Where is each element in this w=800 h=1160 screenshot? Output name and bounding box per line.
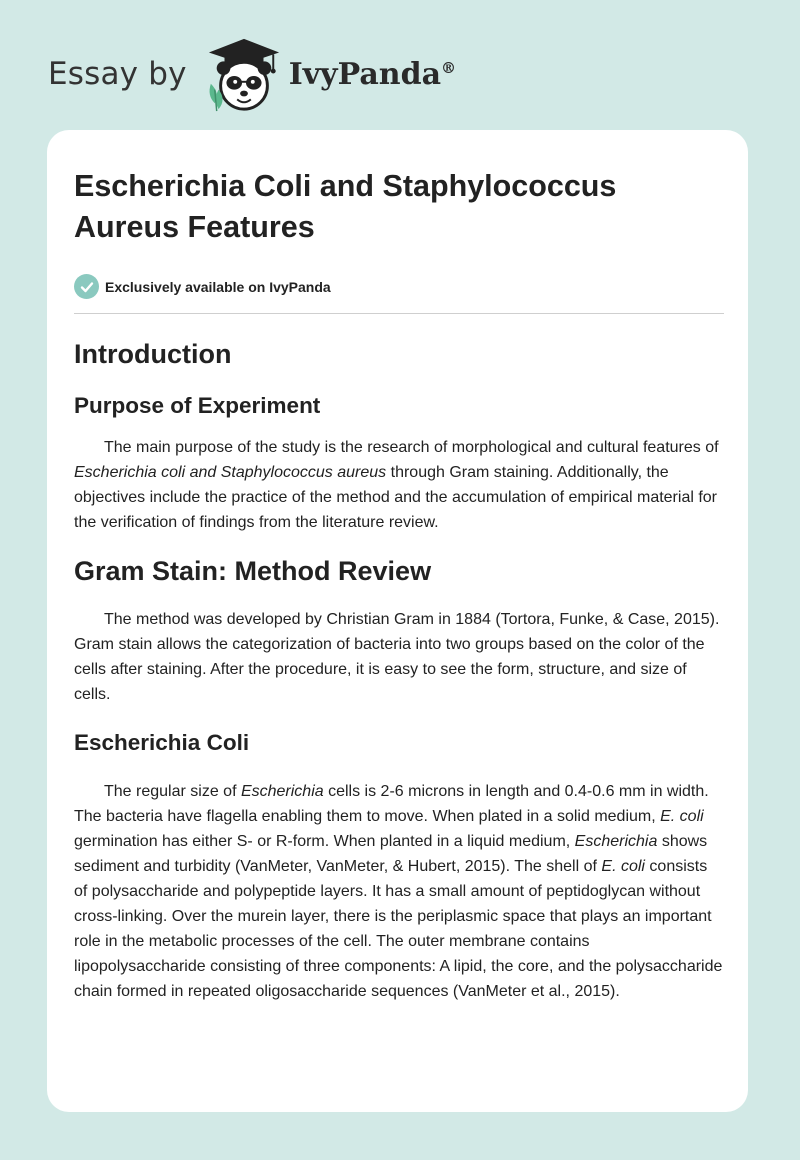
heading-gram-stain: Gram Stain: Method Review (74, 556, 432, 586)
heading-purpose: Purpose of Experiment (74, 393, 321, 418)
heading-introduction: Introduction (74, 339, 232, 369)
article-card (47, 130, 748, 1112)
heading-escherichia-coli: Escherichia Coli (74, 730, 250, 755)
article-title: Escherichia Coli and Staphylococcus Aureus Features (74, 169, 617, 244)
panda-logo-icon[interactable] (205, 35, 283, 113)
brand-header (48, 34, 508, 114)
divider (74, 313, 724, 314)
exclusive-badge (74, 274, 724, 299)
brand-name[interactable]: IvyPanda® (288, 56, 457, 92)
exclusive-label: Exclusively available on IvyPanda (105, 278, 331, 295)
paragraph-escherichia-coli: The regular size of Escherichia cells is 2-6 microns in length and 0.4-0.6 mm in width. The bacteria have flagella enabling them to move. When plated in a solid medium, E. coli germination has either S- or R-form. When planted in a liquid medium, Escherichia shows sediment and turbidity (VanMeter, VanMeter, & Hubert, 2015). The shell of E. coli consists of polysaccharide and polypeptide layers. It has a small amount of peptidoglycan without cross-linking. Over the murein layer, there is the periplasmic space that plays an important role in the metabolic processes of the cell. The outer membrane contains lipopolysaccharide consisting of three components: A lipid, the core, and the polysaccharide chain formed in repeated oligosaccharide sequences (VanMeter et al., 2015). (74, 783, 723, 1000)
brand-prefix: Essay by (48, 56, 187, 92)
article-content (74, 166, 724, 1004)
paragraph-gram-stain: The method was developed by Christian Gram in 1884 (Tortora, Funke, & Case, 2015). Gram stain allows the categorization of bacteria into two groups based on the color of the cells after staining. After the procedure, it is easy to see the form, structure, and size of cells. (74, 611, 720, 703)
check-icon (74, 274, 99, 299)
paragraph-purpose: The main purpose of the study is the research of morphological and cultural features of Escherichia coli and Staphylococcus aureus through Gram staining. Additionally, the objectives include the practice of the method and the accumulation of empirical material for the verification of findings from the literature review. (74, 439, 719, 531)
